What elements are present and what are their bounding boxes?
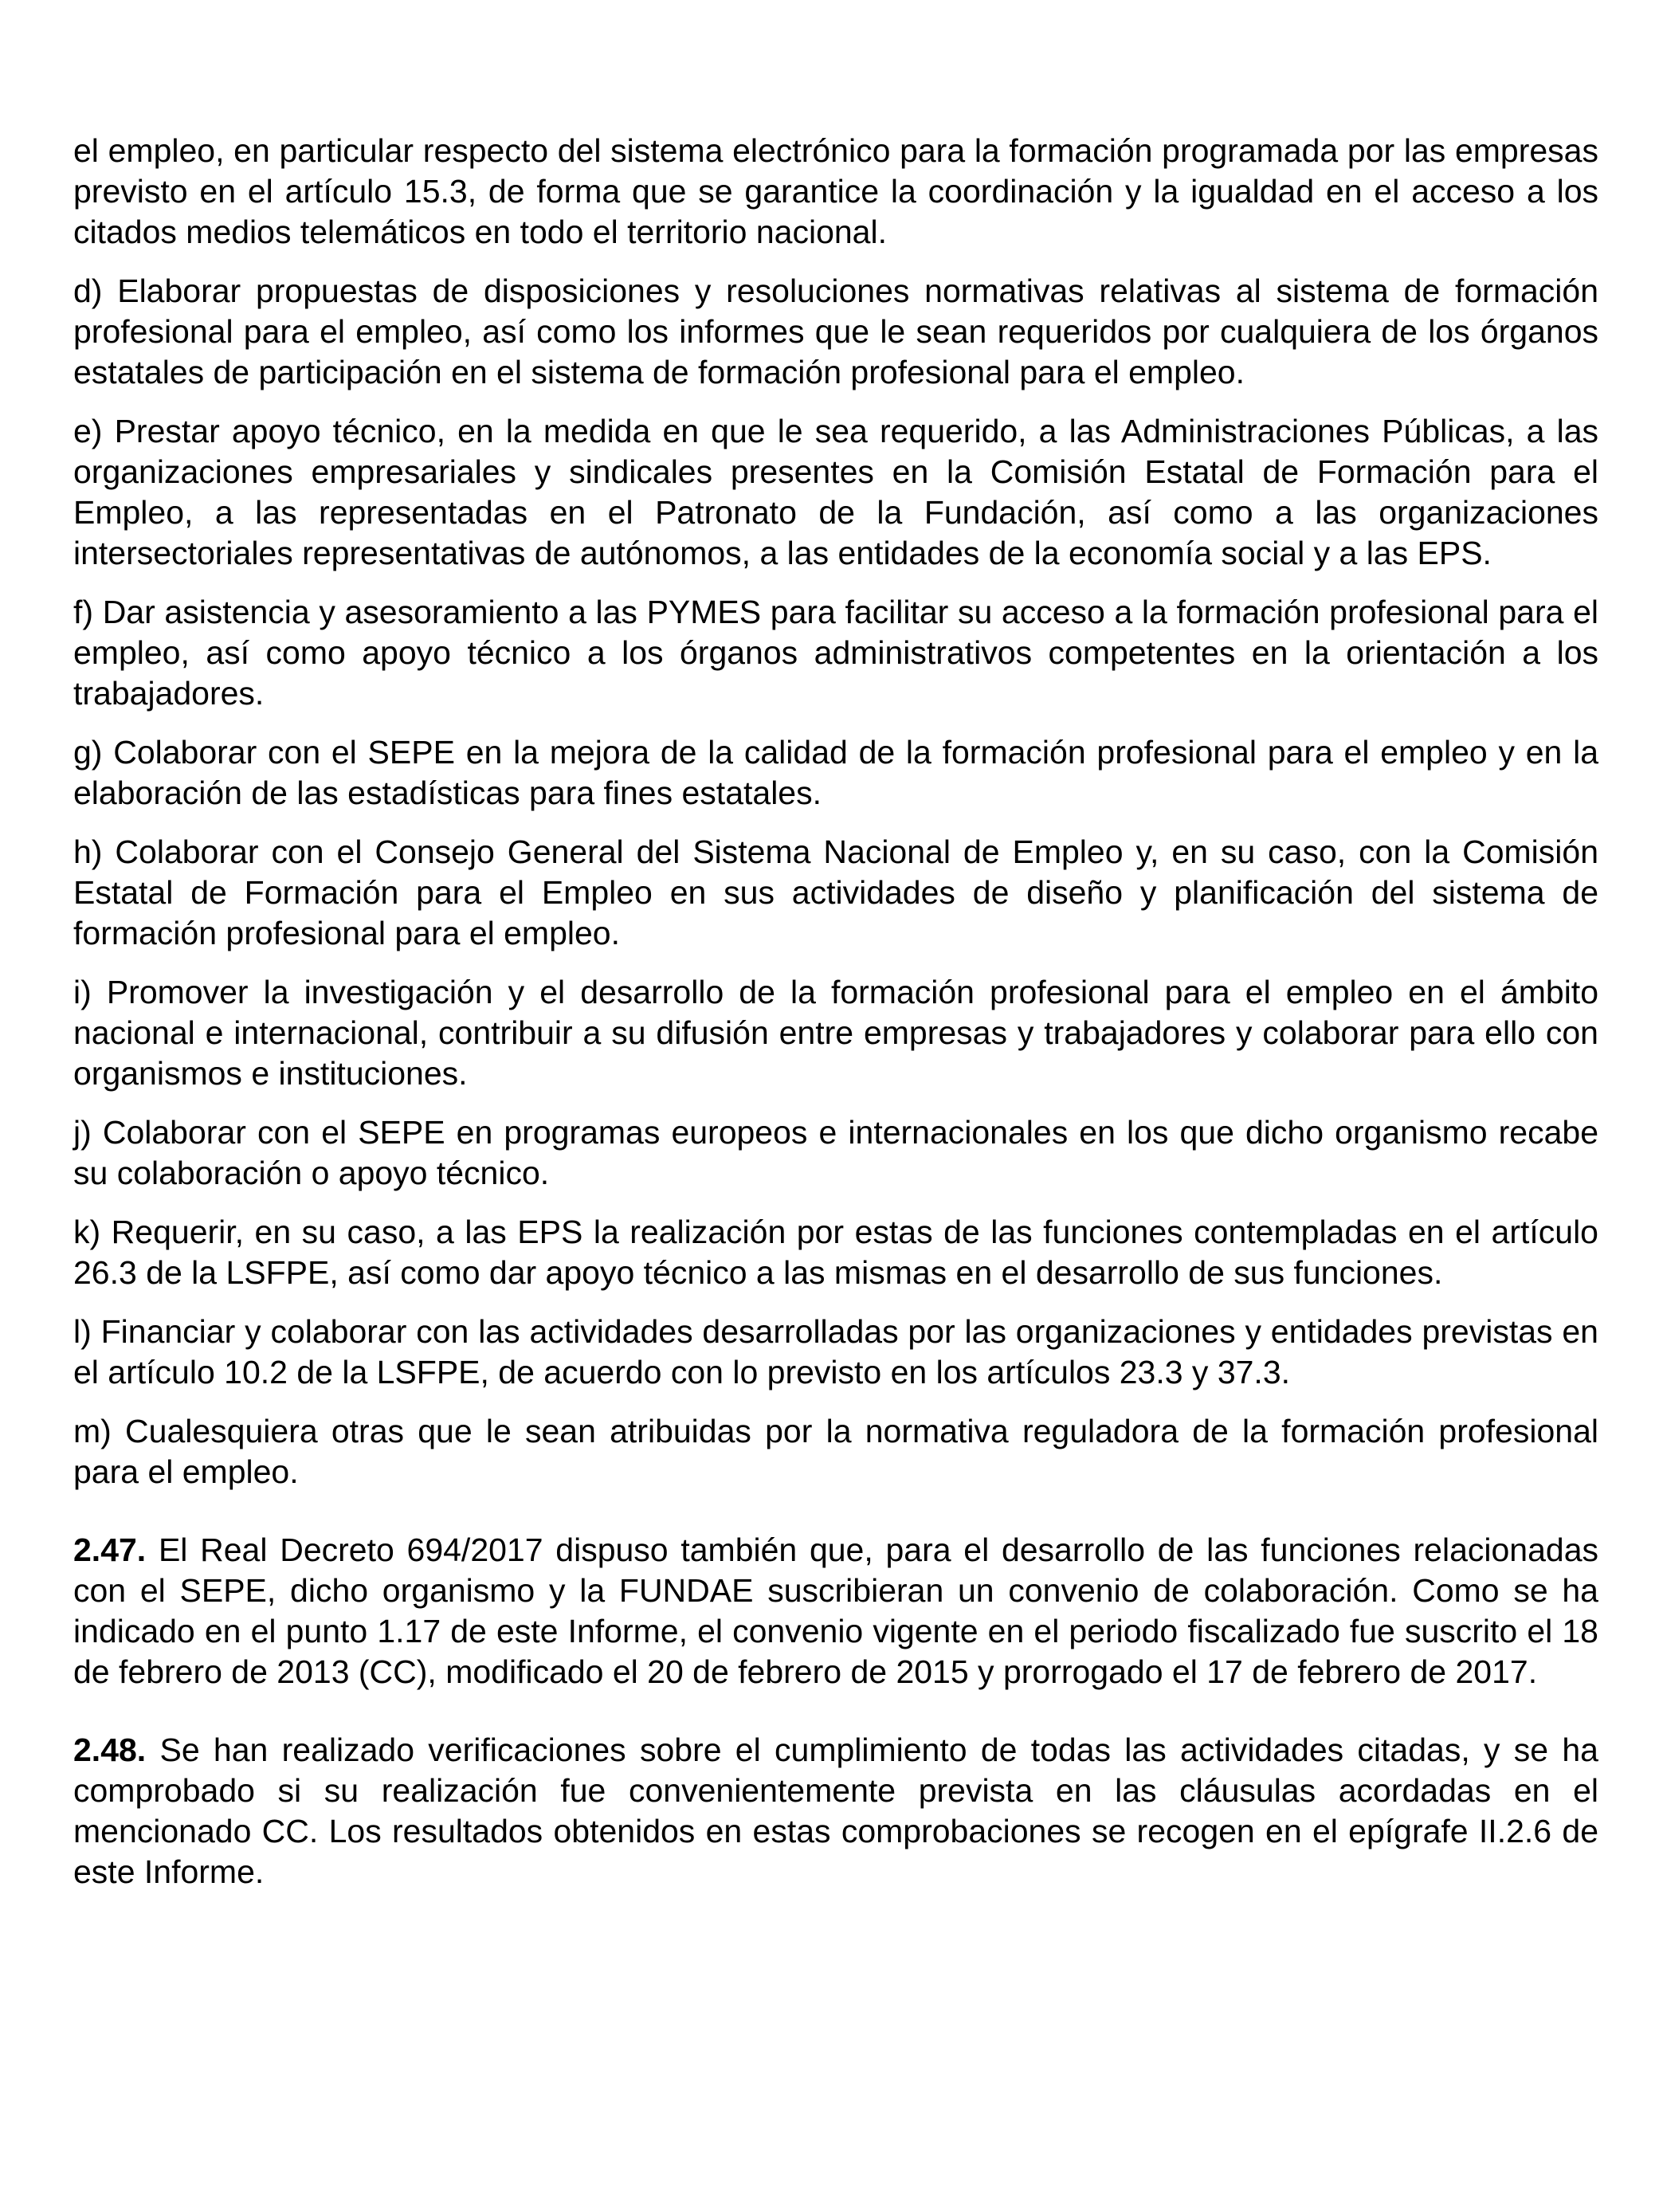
list-item-l: l) Financiar y colaborar con las actividades desarrolladas por las organizaciones y entidades previstas en el artículo 10.2 de la LSFPE, de acuerdo con lo previsto en los artículos 23.3 y 37.3.: [73, 1313, 1598, 1390]
paragraph-text: Se han realizado verificaciones sobre el cumplimiento de todas las actividades citadas, y se ha comprobado si su realización fue convenientemente prevista en las cláusulas acordadas en el mencionado CC. Los resultados obtenidos en estas comprobaciones se recogen en el epígrafe II.2.6 de este Informe.: [73, 1732, 1598, 1890]
list-item-k: k) Requerir, en su caso, a las EPS la realización por estas de las funciones contempladas en el artículo 26.3 de la LSFPE, así como dar apoyo técnico a las mismas en el desarrollo de sus funciones.: [73, 1214, 1598, 1291]
list-item-d: d) Elaborar propuestas de disposiciones y resoluciones normativas relativas al sistema de formación profesional para el empleo, así como los informes que le sean requeridos por cualquiera de los órganos estatales de participación en el sistema de formación profesional para el empleo.: [73, 273, 1598, 390]
list-item-h: h) Colaborar con el Consejo General del Sistema Nacional de Empleo y, en su caso, con la Comisión Estatal de Formación para el Empleo en sus actividades de diseño y planificación del sistema de formación profesional para el empleo.: [73, 833, 1598, 951]
paragraph-number: 2.47.: [73, 1532, 147, 1568]
paragraph-number: 2.48.: [73, 1732, 147, 1768]
numbered-paragraph-2-47: [73, 1530, 1598, 1692]
list-item-i: i) Promover la investigación y el desarrollo de la formación profesional para el empleo en el ámbito nacional e internacional, contribuir a su difusión entre empresas y trabajadores y colaborar para ello con organismos e instituciones.: [73, 974, 1598, 1092]
list-item-j: j) Colaborar con el SEPE en programas europeos e internacionales en los que dicho organismo recabe su colaboración o apoyo técnico.: [73, 1114, 1598, 1191]
paragraph-text: El Real Decreto 694/2017 dispuso también que, para el desarrollo de las funciones relacionadas con el SEPE, dicho organismo y la FUNDAE suscribieran un convenio de colaboración. Como se ha indicado en el punto 1.17 de este Informe, el convenio vigente en el periodo fiscalizado fue suscrito el 18 de febrero de 2013 (CC), modificado el 20 de febrero de 2015 y prorrogado el 17 de febrero de 2017.: [73, 1532, 1598, 1690]
numbered-paragraph-2-48: [73, 1730, 1598, 1892]
list-item-m: m) Cualesquiera otras que le sean atribuidas por la normativa reguladora de la formación profesional para el empleo.: [73, 1413, 1598, 1490]
document-body: [73, 131, 1598, 1911]
list-item-e: e) Prestar apoyo técnico, en la medida en que le sea requerido, a las Administraciones Públicas, a las organizaciones empresariales y sindicales presentes en la Comisión Estatal de Formación para el Empleo, a las representadas en el Patronato de la Fundación, así como a las organizaciones intersectoriales representativas de autónomos, a las entidades de la economía social y a las EPS.: [73, 413, 1598, 571]
list-item-f: f) Dar asistencia y asesoramiento a las PYMES para facilitar su acceso a la formación profesional para el empleo, así como apoyo técnico a los órganos administrativos competentes en la orientación a los trabajadores.: [73, 594, 1598, 712]
paragraph-intro: el empleo, en particular respecto del sistema electrónico para la formación programada por las empresas previsto en el artículo 15.3, de forma que se garantice la coordinación y la igualdad en el acceso a los citados medios telemáticos en todo el territorio nacional.: [73, 132, 1598, 250]
list-item-g: g) Colaborar con el SEPE en la mejora de la calidad de la formación profesional para el empleo y en la elaboración de las estadísticas para fines estatales.: [73, 734, 1598, 811]
